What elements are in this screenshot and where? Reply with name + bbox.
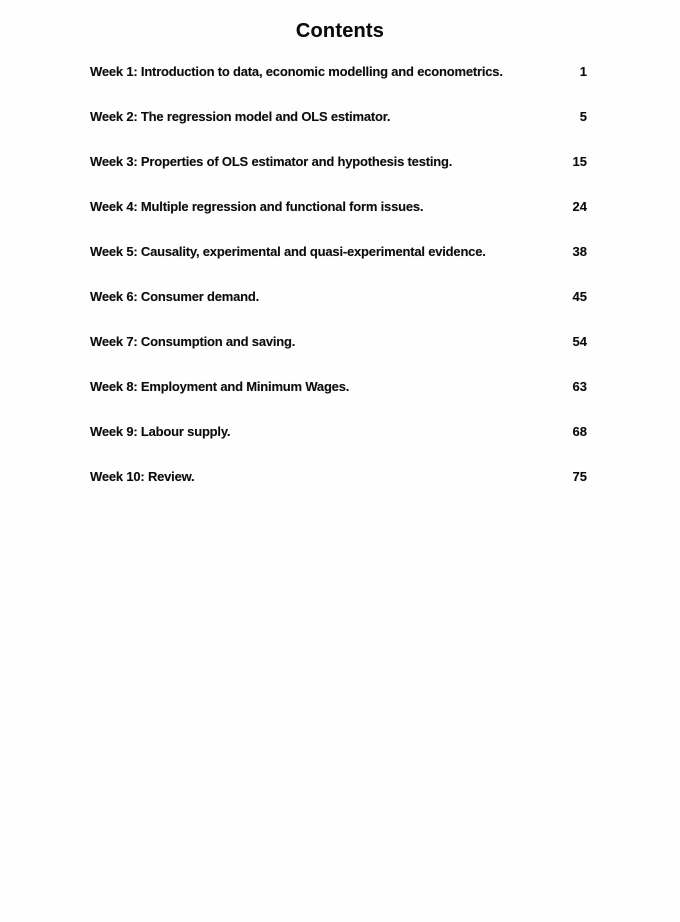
toc-entry-label: Week 9: Labour supply.	[90, 424, 231, 439]
toc-entry-page-number: 38	[572, 244, 587, 259]
toc-row-week-2	[0, 94, 680, 139]
toc-row-week-10	[0, 454, 680, 499]
toc-entry-page-number: 45	[572, 289, 587, 304]
toc-entry-label: Week 3: Properties of OLS estimator and hypothesis testing.	[90, 154, 453, 169]
toc-entry-label: Week 7: Consumption and saving.	[90, 334, 296, 349]
page-title: Contents	[295, 20, 385, 42]
toc-row-week-9	[0, 409, 680, 454]
table-of-contents	[0, 49, 680, 499]
toc-entry-page-number: 68	[572, 424, 587, 439]
toc-entry-page-number: 24	[572, 199, 587, 214]
toc-row-week-1	[0, 49, 680, 94]
toc-entry-label: Week 8: Employment and Minimum Wages.	[90, 379, 350, 394]
toc-entry-page-number: 5	[579, 109, 587, 124]
toc-entry-page-number: 54	[572, 334, 587, 349]
toc-entry-page-number: 15	[572, 154, 587, 169]
toc-entry-label: Week 1: Introduction to data, economic modelling and econometrics.	[90, 64, 503, 79]
toc-row-week-3	[0, 139, 680, 184]
toc-entry-label: Week 10: Review.	[90, 469, 195, 484]
toc-row-week-4	[0, 184, 680, 229]
toc-entry-label: Week 6: Consumer demand.	[90, 289, 260, 304]
toc-row-week-8	[0, 364, 680, 409]
toc-entry-page-number: 63	[572, 379, 587, 394]
toc-entry-label: Week 2: The regression model and OLS estimator.	[90, 109, 391, 124]
toc-entry-label: Week 5: Causality, experimental and quasi-experimental evidence.	[90, 244, 486, 259]
toc-entry-label: Week 4: Multiple regression and functional form issues.	[90, 199, 424, 214]
toc-entry-page-number: 1	[579, 64, 587, 79]
toc-row-week-7	[0, 319, 680, 364]
toc-row-week-5	[0, 229, 680, 274]
toc-entry-page-number: 75	[572, 469, 587, 484]
toc-row-week-6	[0, 274, 680, 319]
